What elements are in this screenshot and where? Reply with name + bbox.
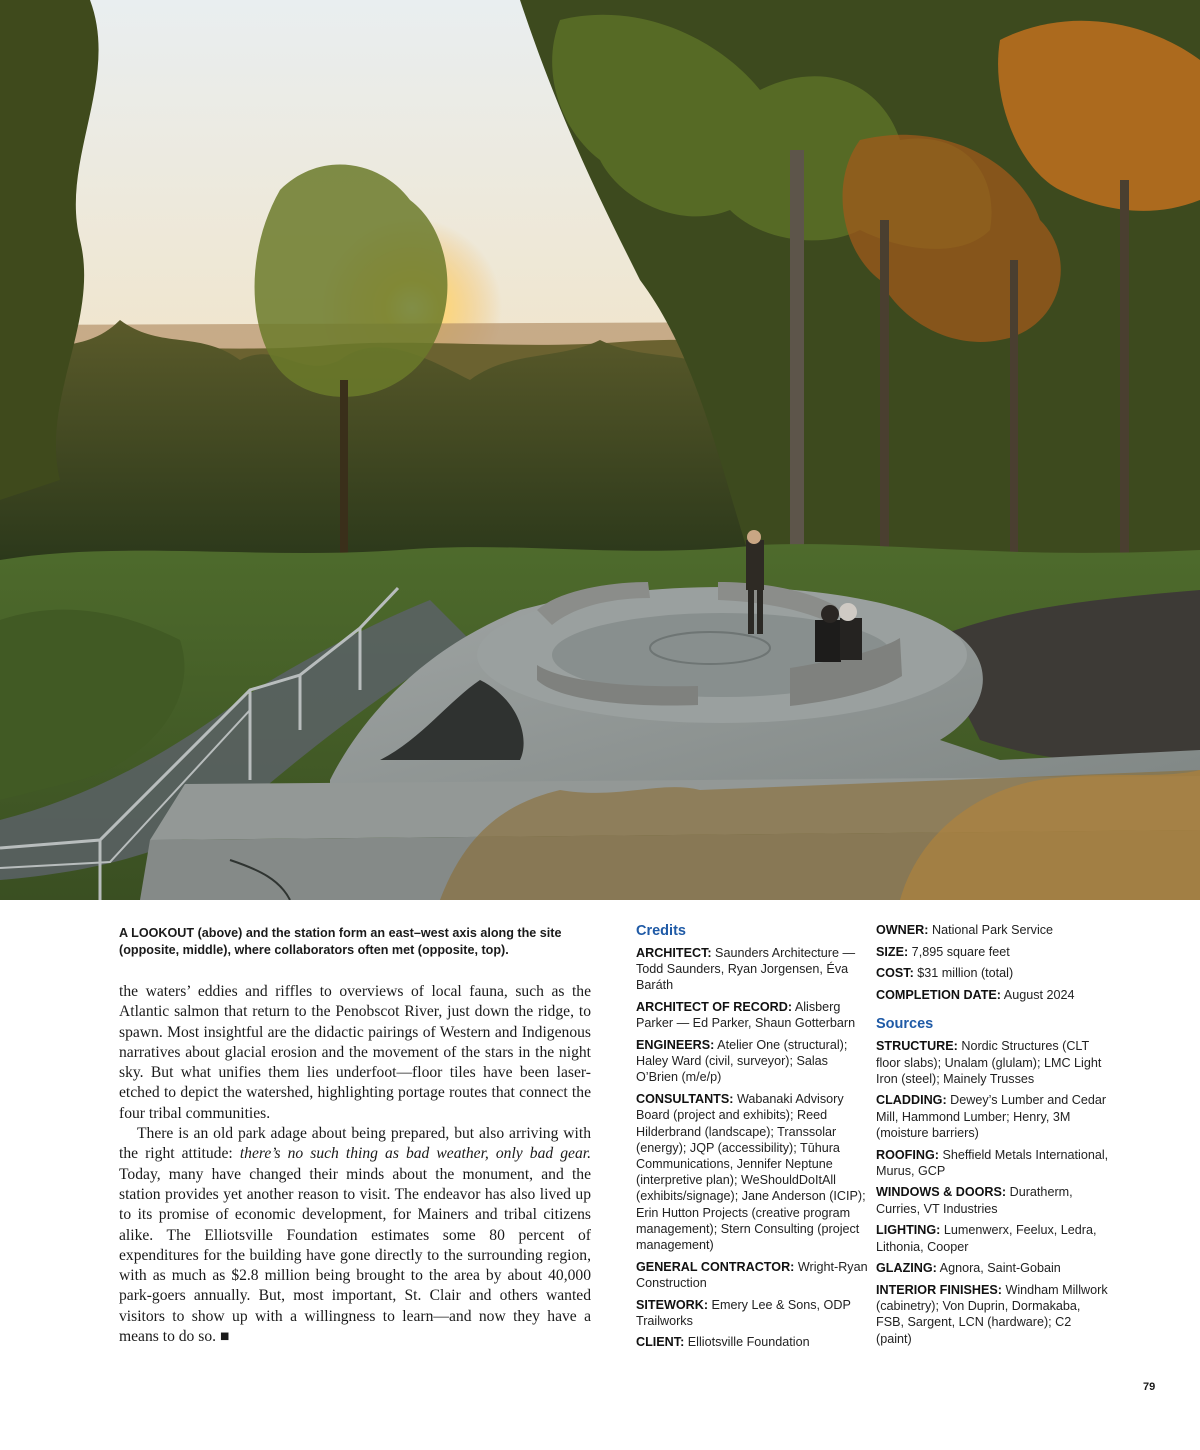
source-entry: LIGHTING: Lumenwerx, Feelux, Ledra, Lithonia, Cooper: [876, 1223, 1097, 1254]
credits-column: [636, 922, 868, 1356]
credit-entry: CLIENT: Elliotsville Foundation: [636, 1335, 810, 1350]
credits-title: Credits: [636, 923, 686, 939]
credit-entry: SITEWORK: Emery Lee & Sons, ODP Trailworks: [636, 1297, 851, 1328]
project-entry: OWNER: National Park Service: [876, 923, 1054, 937]
body-p2-start: There is an old park adage about being prepared, but also arriving with the right attitude:: [119, 1125, 591, 1163]
sources-title: Sources: [876, 1016, 934, 1033]
credit-entry: ARCHITECT OF RECORD: Alisberg Parker — Ed Parker, Shaun Gotterbarn: [636, 1000, 856, 1031]
source-entry: GLAZING: Agnora, Saint-Gobain: [876, 1261, 1061, 1276]
credit-entry: ENGINEERS: Atelier One (structural); Haley Ward (civil, surveyor); Salas O’Brien (m/e/p): [636, 1038, 848, 1085]
credit-entry: CONSULTANTS: Wabanaki Advisory Board (project and exhibits); Reed Hilderbrand (landscape); Transsolar (energy); JQP (accessibility); Tūhura Communications, Jennifer Neptune (interpretive plan); WeShouldDoItAll (exhibits/signage); Jane Anderson (ICIP); Erin Hutton Projects (creative program management); Stern Consulting (project management): [636, 1092, 866, 1252]
credit-entry: GENERAL CONTRACTOR: Wright-Ryan Construction: [636, 1259, 868, 1290]
source-entry: WINDOWS & DOORS: Duratherm, Curries, VT Industries: [876, 1185, 1073, 1216]
body-paragraph-1: the waters’ eddies and riffles to overviews of local fauna, such as the Atlantic salmon that return to the Penobscot River, just down the ridge, to spawn. Most insightful are the didactic pairings of Western and Indigenous narratives about glacial erosion and the movement of the stars in the night sky. But what unifies them lies underfoot—floor tiles have been laser-etched to depict the watershed, highlighting portage routes that connect the four tribal communities.: [119, 983, 591, 1122]
source-entry: CLADDING: Dewey’s Lumber and Cedar Mill, Hammond Lumber; Henry, 3M (moisture barriers): [876, 1093, 1107, 1140]
page-number: 79: [1143, 1381, 1156, 1393]
source-entry: STRUCTURE: Nordic Structures (CLT floor slabs); Unalam (glulam); LMC Light Iron (steel); Mainely Trusses: [876, 1039, 1102, 1086]
credit-entry: ARCHITECT: Saunders Architecture — Todd Saunders, Ryan Jorgensen, Éva Baráth: [636, 946, 856, 993]
body-paragraph-2: [119, 1124, 591, 1347]
source-entry: INTERIOR FINISHES: Windham Millwork (cabinetry); Von Duprin, Dormakaba, FSB, Sargent, LCN (hardware); C2 (paint): [876, 1282, 1108, 1346]
body-p2-end: Today, many have changed their minds about the monument, and the station provides yet another reason to visit. The endeavor has also lived up to its promise of economic development, for Mainers and tribal citizens alike. The Elliotsville Foundation estimates some 80 percent of expenditures for the building have gone directly to the surrounding region, with as much as $2.8 million being brought to the area by about 40,000 park-goers annually. But, most important, St. Clair and others wanted visitors to show up with a willingness to learn—and now they have a means to do so.: [119, 1165, 591, 1346]
article-body: [119, 982, 591, 1347]
project-entry: COMPLETION DATE: August 2024: [876, 988, 1075, 1003]
photo-caption: [119, 925, 609, 959]
caption-rest: (above) and the station form an east–west axis along the site (opposite, middle), where collaborators often met (opposite, top).: [119, 926, 562, 957]
source-entry: ROOFING: Sheffield Metals International, Murus, GCP: [876, 1147, 1109, 1178]
project-and-sources-column: [876, 922, 1110, 1352]
project-entry: SIZE: 7,895 square feet: [876, 944, 1010, 959]
caption-lead: A LOOKOUT: [119, 926, 195, 940]
project-entry: COST: $31 million (total): [876, 966, 1014, 981]
body-p2-italic: there’s no such thing as bad weather, only bad gear.: [239, 1145, 592, 1163]
end-mark-icon: ■: [219, 1328, 230, 1346]
